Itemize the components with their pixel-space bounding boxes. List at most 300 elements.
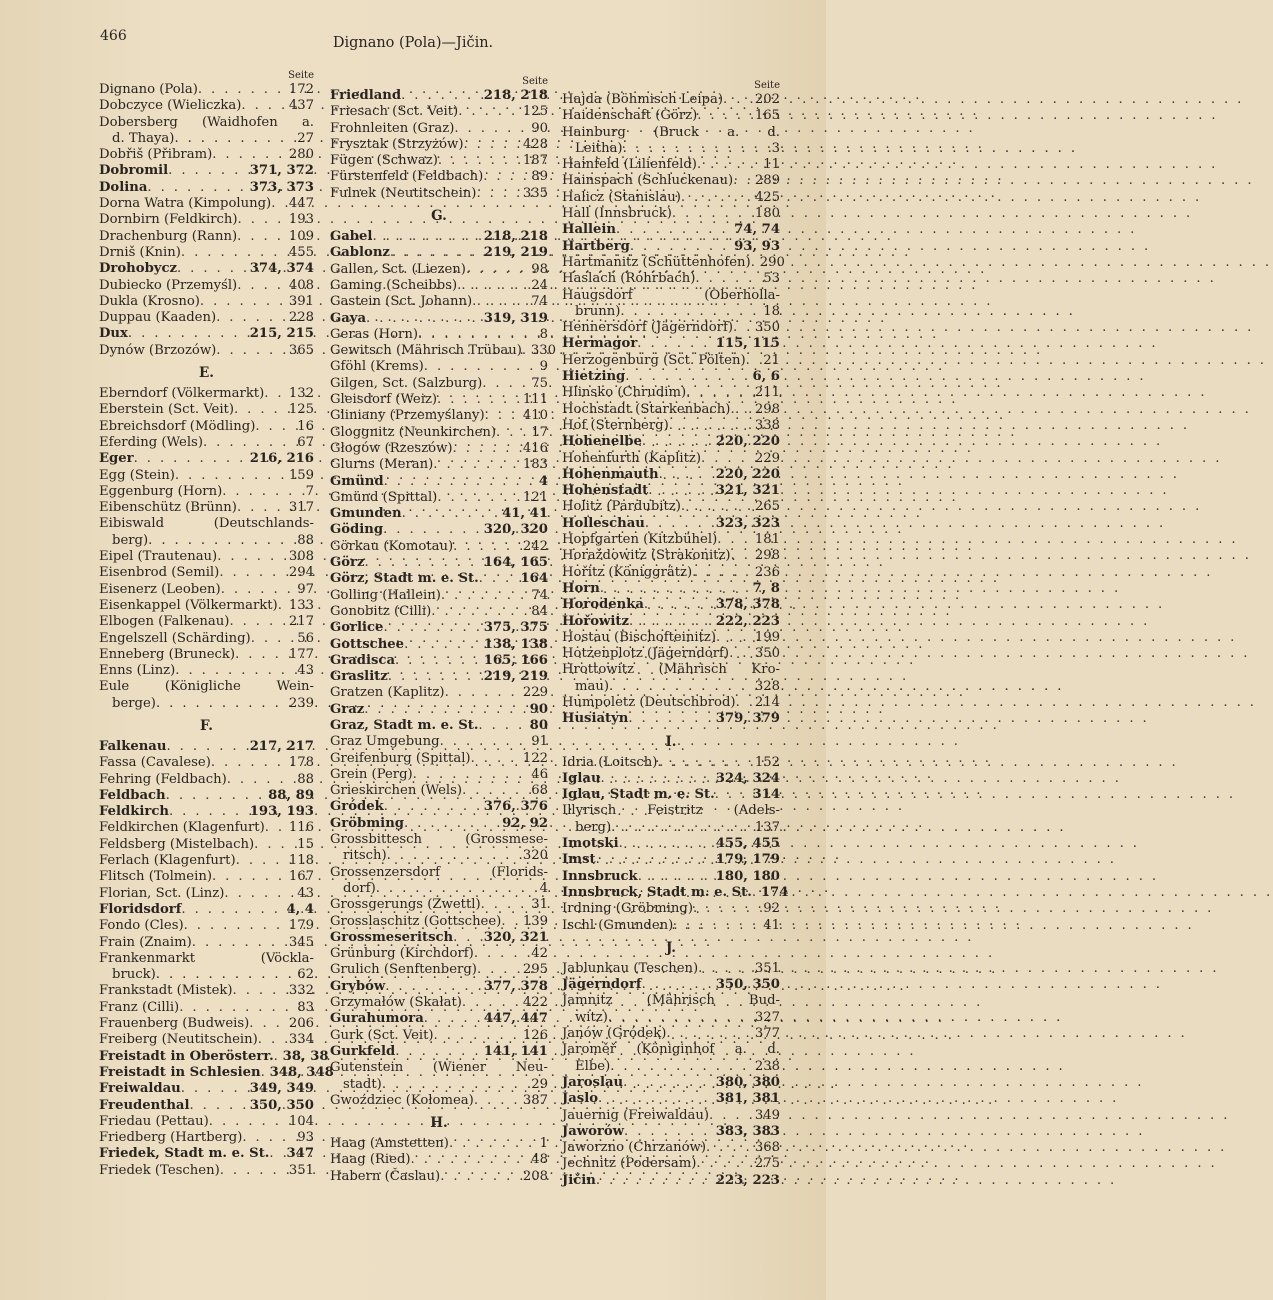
dot-leader bbox=[382, 1077, 528, 1093]
index-entry bbox=[330, 751, 548, 767]
entry-name: Hohenfurth (Kaplitz) bbox=[562, 450, 702, 466]
entry-page: 383, 383 bbox=[715, 1123, 780, 1139]
dot-leader bbox=[365, 555, 481, 571]
entry-page: 74 bbox=[531, 294, 548, 310]
entry-name: Frankenmarkt (Vöckla- bbox=[99, 950, 314, 966]
index-entry bbox=[562, 206, 780, 222]
entry-page: 16 bbox=[297, 418, 314, 434]
entry-page: 328 bbox=[754, 678, 780, 694]
entry-name: Hochstadt (Starkenbach) bbox=[562, 401, 731, 417]
entry-page: 223, 223 bbox=[715, 1172, 780, 1188]
entry-page: 27 bbox=[297, 130, 314, 146]
entry-name: Flitsch (Tolmein) bbox=[99, 869, 212, 885]
dot-leader bbox=[278, 598, 286, 614]
index-entry bbox=[330, 588, 548, 604]
section-letter: H. bbox=[430, 1115, 448, 1132]
index-entry bbox=[99, 598, 314, 614]
entry-name: Eggenburg (Horn) bbox=[99, 483, 223, 499]
index-entry bbox=[330, 1011, 548, 1027]
entry-name: Hennersdorf (Jägerndorf) bbox=[562, 320, 733, 336]
entry-name: Haag (Ried) bbox=[330, 1152, 411, 1168]
entry-name: Horaždowitz (Strakonitz) bbox=[562, 548, 731, 564]
index-entry bbox=[562, 977, 780, 993]
entry-name: Gmunden bbox=[330, 506, 402, 522]
dot-leader bbox=[148, 533, 294, 549]
index-entry bbox=[330, 311, 548, 327]
entry-name: Freiberg (Neutitschein) bbox=[99, 1032, 258, 1048]
index-entry bbox=[330, 294, 548, 310]
entry-page: 320 bbox=[522, 848, 548, 864]
entry-page: 218, 218 bbox=[483, 229, 548, 245]
dot-leader bbox=[166, 788, 265, 804]
entry-page: 98 bbox=[531, 261, 548, 277]
index-entry bbox=[330, 620, 548, 636]
entry-name-cont: bruck) bbox=[112, 967, 156, 983]
entry-page: 172 bbox=[288, 82, 314, 97]
index-entry bbox=[99, 294, 314, 310]
index-entry bbox=[99, 1048, 329, 1065]
dot-leader bbox=[254, 837, 294, 853]
entry-page: 6, 6 bbox=[752, 369, 780, 385]
index-entry bbox=[330, 229, 548, 245]
dot-leader bbox=[482, 376, 528, 392]
index-entry bbox=[99, 326, 314, 342]
index-entry bbox=[99, 549, 314, 565]
index-entry bbox=[99, 631, 314, 647]
entry-page: 365 bbox=[288, 342, 314, 358]
entry-page: 29 bbox=[531, 1076, 548, 1092]
entry-name: Dobřiš (Přibram) bbox=[99, 147, 213, 163]
entry-name-cont: berg) bbox=[112, 532, 149, 548]
entry-name-cont: Elbe) bbox=[575, 1058, 611, 1074]
entry-page: 298 bbox=[754, 401, 780, 417]
entry-name: Floridsdorf bbox=[99, 901, 182, 917]
entry-name: Grossgerungs (Zwettl) bbox=[330, 897, 481, 913]
entry-page: 280 bbox=[288, 147, 314, 163]
index-entry bbox=[330, 506, 548, 522]
dot-leader bbox=[388, 669, 481, 685]
entry-name: Gottschee bbox=[330, 636, 405, 652]
index-entry bbox=[330, 408, 548, 424]
index-entry bbox=[330, 604, 548, 620]
index-entry bbox=[99, 278, 314, 294]
entry-name: Jaworów bbox=[562, 1123, 625, 1139]
index-entry bbox=[99, 245, 314, 261]
dot-leader bbox=[730, 402, 751, 418]
entry-page: 159 bbox=[288, 467, 314, 483]
index-entry bbox=[99, 679, 314, 712]
dot-leader bbox=[481, 897, 529, 913]
index-entry bbox=[330, 539, 548, 555]
index-entry bbox=[99, 1064, 334, 1081]
entry-name: Fassa (Cavalese) bbox=[99, 755, 211, 771]
index-entry bbox=[562, 662, 780, 695]
entry-page: 347 bbox=[286, 1146, 314, 1162]
dot-leader bbox=[175, 468, 286, 484]
entry-name: Görz, Stadt m. e. St. bbox=[330, 571, 479, 587]
entry-page: 351 bbox=[288, 1162, 314, 1178]
dot-leader bbox=[234, 402, 286, 418]
dot-leader bbox=[235, 647, 286, 663]
dot-leader bbox=[693, 901, 760, 917]
entry-name: Hořitz (Königgrätz) bbox=[562, 564, 693, 580]
dot-leader bbox=[624, 1124, 713, 1140]
entry-continuation bbox=[562, 1059, 780, 1075]
entry-name: Friedek, Stadt m. e. St. bbox=[99, 1146, 270, 1162]
entry-name: Ebreichsdorf (Mödling) bbox=[99, 418, 256, 434]
dot-leader bbox=[437, 392, 520, 408]
entry-page: 126 bbox=[522, 1027, 548, 1043]
dot-leader bbox=[175, 663, 294, 679]
dot-leader bbox=[611, 820, 752, 836]
index-entry bbox=[99, 1032, 314, 1048]
dot-leader bbox=[706, 1140, 752, 1156]
entry-name: Eisenkappel (Völkermarkt) bbox=[99, 597, 278, 613]
index-entry bbox=[330, 1169, 548, 1185]
dot-leader bbox=[620, 304, 760, 320]
entry-name: Jablunkau (Teschen) bbox=[562, 960, 699, 976]
entry-page: 53 bbox=[763, 271, 780, 287]
entry-page: 408 bbox=[288, 277, 314, 293]
dot-leader bbox=[237, 278, 286, 294]
entry-name: Gratzen (Kaplitz) bbox=[330, 685, 445, 701]
entry-page: 24 bbox=[531, 277, 548, 293]
seite-label: Seite bbox=[522, 76, 548, 87]
entry-name: Dukla (Krosno) bbox=[99, 293, 200, 309]
entry-page: 115, 115 bbox=[715, 336, 780, 352]
entry-page: 380, 380 bbox=[715, 1074, 780, 1090]
entry-page: 391 bbox=[288, 293, 314, 309]
index-entry bbox=[330, 104, 548, 120]
entry-name: Grybów bbox=[330, 978, 386, 994]
dot-leader bbox=[264, 386, 286, 402]
entry-name: Głogów (Rzeszów) bbox=[330, 440, 453, 456]
dot-leader bbox=[453, 539, 520, 555]
entry-name: Gleisdorf (Weiz) bbox=[330, 392, 438, 408]
index-entry bbox=[330, 962, 548, 978]
entry-page: 345 bbox=[288, 934, 314, 950]
entry-name: Husiatyn bbox=[562, 711, 629, 727]
entry-page: 42 bbox=[531, 946, 548, 962]
index-entry bbox=[330, 979, 548, 995]
dot-leader bbox=[681, 190, 752, 206]
entry-page: 31 bbox=[531, 897, 548, 913]
index-entry bbox=[99, 451, 314, 467]
entry-name: Holleschau bbox=[562, 515, 645, 531]
entry-page: 181 bbox=[754, 532, 780, 548]
entry-page: 125 bbox=[522, 104, 548, 120]
index-entry bbox=[562, 646, 780, 662]
entry-name: Gmünd bbox=[330, 473, 384, 489]
dot-leader bbox=[471, 751, 520, 767]
index-entry bbox=[330, 359, 548, 375]
entry-page: 290 bbox=[759, 254, 785, 270]
dot-leader bbox=[673, 918, 760, 934]
index-entry bbox=[330, 946, 548, 962]
dot-leader bbox=[600, 581, 750, 597]
dot-leader bbox=[716, 630, 752, 646]
dot-leader bbox=[237, 500, 286, 516]
index-column-2 bbox=[330, 66, 557, 1185]
dot-leader bbox=[166, 739, 246, 755]
entry-page: 229 bbox=[754, 450, 780, 466]
entry-page: 319, 319 bbox=[483, 310, 548, 326]
dot-leader bbox=[156, 967, 294, 983]
entry-name: Enns (Linz) bbox=[99, 663, 176, 679]
dot-leader bbox=[156, 696, 286, 712]
index-entry bbox=[330, 865, 548, 898]
index-entry bbox=[562, 869, 780, 885]
entry-name: Drachenburg (Rann) bbox=[99, 228, 238, 244]
index-entry bbox=[562, 108, 780, 124]
entry-page: 376, 376 bbox=[483, 799, 548, 815]
entry-name: Jaroměř (Königinhof a. d. bbox=[562, 1042, 780, 1058]
entry-page: 219, 219 bbox=[483, 245, 548, 261]
dot-leader bbox=[625, 369, 749, 385]
dot-leader bbox=[657, 755, 751, 771]
entry-name: Gabel bbox=[330, 229, 373, 245]
entry-page: 179 bbox=[288, 918, 314, 934]
entry-name: Iglau bbox=[562, 770, 601, 786]
entry-name: Dornbirn (Feldkirch) bbox=[99, 212, 238, 228]
index-entry bbox=[562, 418, 780, 434]
entry-name: Eisenbrod (Semil) bbox=[99, 565, 220, 581]
entry-name: Grzymałów (Skałat) bbox=[330, 995, 462, 1011]
entry-name: Gewitsch (Mährisch Trübau) bbox=[330, 343, 522, 359]
entry-name: Irdning (Gröbming) bbox=[562, 901, 693, 917]
dot-leader bbox=[715, 787, 750, 803]
entry-page: 1 bbox=[539, 1136, 548, 1152]
dot-leader bbox=[731, 548, 752, 564]
dot-leader bbox=[648, 483, 713, 499]
index-entry bbox=[562, 173, 780, 189]
dot-leader bbox=[255, 419, 294, 435]
entry-name: Hrottowitz (Mährisch Kro- bbox=[562, 662, 780, 678]
entry-name-cont: ritsch) bbox=[343, 848, 387, 864]
index-entry bbox=[99, 565, 314, 581]
entry-name: Dobromil bbox=[99, 163, 169, 179]
dot-leader bbox=[628, 711, 712, 727]
dot-leader bbox=[609, 679, 752, 695]
entry-page: 214 bbox=[754, 694, 780, 710]
entry-name: Frauenberg (Budweis) bbox=[99, 1016, 250, 1032]
index-entry bbox=[330, 1136, 548, 1152]
entry-page: 152 bbox=[754, 754, 780, 770]
dot-leader bbox=[736, 695, 752, 711]
dot-leader bbox=[697, 108, 752, 124]
dot-leader bbox=[701, 451, 752, 467]
dot-leader bbox=[384, 799, 481, 815]
entry-name: Haslach (Rohrbach) bbox=[562, 271, 696, 287]
entry-name: Graslitz bbox=[330, 669, 388, 685]
index-entry bbox=[330, 734, 548, 750]
entry-name: Friesach (Sct. Veit) bbox=[330, 104, 459, 120]
entry-continuation bbox=[330, 1077, 548, 1093]
index-entry bbox=[562, 961, 780, 977]
dot-leader bbox=[249, 1016, 286, 1032]
dot-leader bbox=[619, 836, 713, 852]
entry-page: 104 bbox=[288, 1113, 314, 1129]
index-entry bbox=[99, 419, 314, 435]
dot-leader bbox=[203, 435, 294, 451]
index-entry bbox=[99, 1098, 314, 1114]
index-entry bbox=[330, 121, 548, 137]
dot-leader bbox=[477, 962, 520, 978]
index-entry bbox=[99, 918, 314, 934]
index-entry bbox=[330, 153, 548, 169]
dot-leader bbox=[616, 222, 731, 238]
entry-continuation bbox=[562, 304, 780, 320]
entry-name: Haugsdorf (Oberholla- bbox=[562, 287, 780, 303]
index-entry bbox=[562, 884, 789, 901]
dot-leader bbox=[241, 98, 285, 114]
entry-name: Jägerndorf bbox=[562, 977, 642, 993]
index-entry bbox=[99, 500, 314, 516]
index-entry bbox=[562, 239, 780, 255]
entry-page: 7 bbox=[305, 483, 314, 499]
entry-name: Horn bbox=[562, 580, 600, 596]
index-entry bbox=[99, 1016, 314, 1032]
dot-leader bbox=[441, 588, 528, 604]
entry-name: Gliniany (Przemyślany) bbox=[330, 408, 485, 424]
entry-name: Gallen, Sct. (Liezen) bbox=[330, 261, 466, 277]
entry-name: Florian, Sct. (Linz) bbox=[99, 885, 225, 901]
index-entry bbox=[562, 385, 780, 401]
dot-leader bbox=[212, 147, 286, 163]
entry-name: Dorna Watra (Kimpolung) bbox=[99, 196, 272, 212]
dot-leader bbox=[437, 490, 520, 506]
index-entry bbox=[99, 1000, 314, 1016]
index-entry bbox=[330, 1093, 548, 1109]
entry-name: Gurk (Sct. Veit) bbox=[330, 1027, 434, 1043]
dot-leader bbox=[438, 153, 520, 169]
entry-name: Hopfgarten (Kitzbühel) bbox=[562, 532, 718, 548]
entry-page: 350 bbox=[754, 320, 780, 336]
index-entry bbox=[330, 767, 548, 783]
dot-leader bbox=[501, 914, 520, 930]
index-entry bbox=[99, 983, 314, 999]
dot-leader bbox=[672, 206, 752, 222]
index-column-1 bbox=[99, 66, 334, 1179]
entry-page: 422 bbox=[522, 995, 548, 1011]
dot-leader bbox=[474, 1093, 520, 1109]
entry-page: 91 bbox=[531, 734, 548, 750]
entry-name: Drohobycz bbox=[99, 261, 177, 277]
entry-page: 180 bbox=[754, 206, 780, 222]
entry-name: Jamnitz (Mährisch Bud- bbox=[562, 993, 780, 1009]
entry-page: 238 bbox=[754, 1058, 780, 1074]
index-entry bbox=[99, 869, 314, 885]
dot-leader bbox=[177, 261, 247, 277]
index-entry bbox=[562, 581, 780, 597]
entry-name: Illyrisch Feistritz (Adels- bbox=[562, 803, 780, 819]
entry-name: Idria (Loitsch) bbox=[562, 754, 658, 770]
entry-name: Gastein (Sct. Johann) bbox=[330, 294, 473, 310]
entry-page: 455, 455 bbox=[715, 836, 780, 852]
entry-page: 374, 374 bbox=[249, 261, 314, 277]
entry-page: 4 bbox=[538, 473, 548, 489]
index-entry bbox=[330, 702, 548, 718]
entry-continuation bbox=[99, 696, 314, 712]
entry-name: Eibiswald (Deutschlands- bbox=[99, 516, 314, 532]
dot-leader bbox=[681, 499, 752, 515]
dot-leader bbox=[669, 418, 752, 434]
entry-page: 74, 74 bbox=[734, 222, 780, 238]
index-entry bbox=[99, 902, 314, 918]
entry-name: Grosslaschitz (Gottschee) bbox=[330, 913, 502, 929]
dot-leader bbox=[192, 935, 286, 951]
index-entry bbox=[99, 261, 314, 277]
index-entry bbox=[562, 451, 780, 467]
entry-page: 320, 320 bbox=[483, 522, 548, 538]
dot-leader bbox=[224, 886, 294, 902]
index-entry bbox=[330, 571, 548, 587]
dot-leader bbox=[733, 320, 752, 336]
entry-name: Gurkfeld bbox=[330, 1043, 396, 1059]
entry-page: 43 bbox=[297, 885, 314, 901]
index-entry bbox=[330, 718, 548, 734]
entry-name: Geras (Horn) bbox=[330, 326, 418, 342]
entry-page: 294 bbox=[288, 565, 314, 581]
dot-leader bbox=[709, 1108, 752, 1124]
entry-page: 289 bbox=[754, 173, 780, 189]
dot-leader bbox=[413, 767, 529, 783]
entry-page: 377, 378 bbox=[483, 978, 548, 994]
entry-name: Dobczyce (Wieliczka) bbox=[99, 98, 242, 114]
entry-page: 56 bbox=[297, 630, 314, 646]
entry-page: 121 bbox=[522, 489, 548, 505]
entry-name: Gradisca bbox=[330, 652, 395, 668]
entry-name: Holitz (Pardubitz) bbox=[562, 499, 681, 515]
entry-name: Frankstadt (Mistek) bbox=[99, 983, 233, 999]
entry-name: Grein (Perg) bbox=[330, 766, 413, 782]
dot-leader bbox=[596, 852, 713, 868]
index-entry bbox=[330, 522, 548, 538]
index-entry bbox=[330, 783, 548, 799]
entry-page: 208 bbox=[522, 1168, 548, 1184]
entry-continuation bbox=[99, 131, 314, 147]
index-entry bbox=[330, 245, 548, 261]
index-entry bbox=[562, 125, 780, 158]
entry-name: Göding bbox=[330, 522, 384, 538]
entry-page: 321, 321 bbox=[715, 483, 780, 499]
dot-leader bbox=[697, 157, 760, 173]
entry-name: Hohenstadt bbox=[562, 483, 649, 499]
dot-leader bbox=[233, 983, 286, 999]
dot-leader bbox=[181, 902, 283, 918]
entry-name-cont: d. Thaya) bbox=[112, 130, 175, 146]
entry-name: Imst bbox=[562, 852, 596, 868]
entry-name: Gilgen, Sct. (Salzburg) bbox=[330, 375, 483, 391]
entry-page: 350, 350 bbox=[249, 1097, 314, 1113]
index-entry bbox=[99, 180, 314, 196]
entry-name: Jičin bbox=[562, 1172, 596, 1188]
page-number: 466 bbox=[100, 28, 127, 44]
index-entry bbox=[562, 1075, 780, 1091]
index-entry bbox=[330, 88, 548, 104]
index-entry bbox=[330, 169, 548, 185]
entry-page: 116 bbox=[288, 820, 314, 836]
index-entry bbox=[99, 1130, 314, 1146]
index-entry bbox=[99, 886, 314, 902]
entry-name: Golling (Hallein) bbox=[330, 587, 441, 603]
index-entry bbox=[330, 1152, 548, 1168]
entry-page: 84 bbox=[531, 603, 548, 619]
index-entry bbox=[99, 212, 314, 228]
dot-leader bbox=[479, 571, 518, 587]
entry-name: Hostau (Bischofteinitz) bbox=[562, 629, 717, 645]
dot-leader bbox=[638, 869, 713, 885]
